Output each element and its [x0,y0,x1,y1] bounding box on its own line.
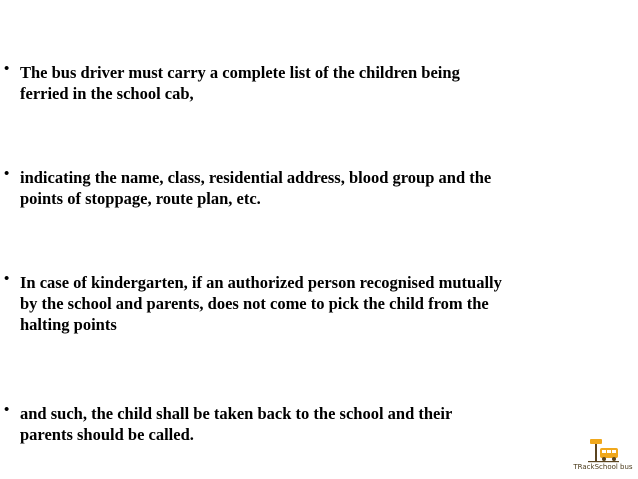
bullet-text: and such, the child shall be taken back to the school and their parents should be called. [20,404,453,444]
bullet-marker: • [4,166,10,182]
bullet-item [4,403,634,445]
logo-text: TRackSchool bus [573,463,633,471]
school-bus-stop-icon [586,439,620,463]
trackschoolbus-logo [573,439,633,475]
bullet-marker: • [4,61,10,77]
bullet-text: In case of kindergarten, if an authorized person recognised mutually by the school and parents, does not come to pick the child from the halting points [20,273,502,334]
bullet-item [4,62,634,104]
bullet-text: indicating the name, class, residential address, blood group and the points of stoppage, route plan, etc. [20,168,492,208]
bullet-text: The bus driver must carry a complete list of the children being ferried in the school cab, [20,63,460,103]
bullet-item [4,167,634,209]
bullet-item [4,272,634,335]
bullet-marker: • [4,271,10,287]
bullet-marker: • [4,402,10,418]
